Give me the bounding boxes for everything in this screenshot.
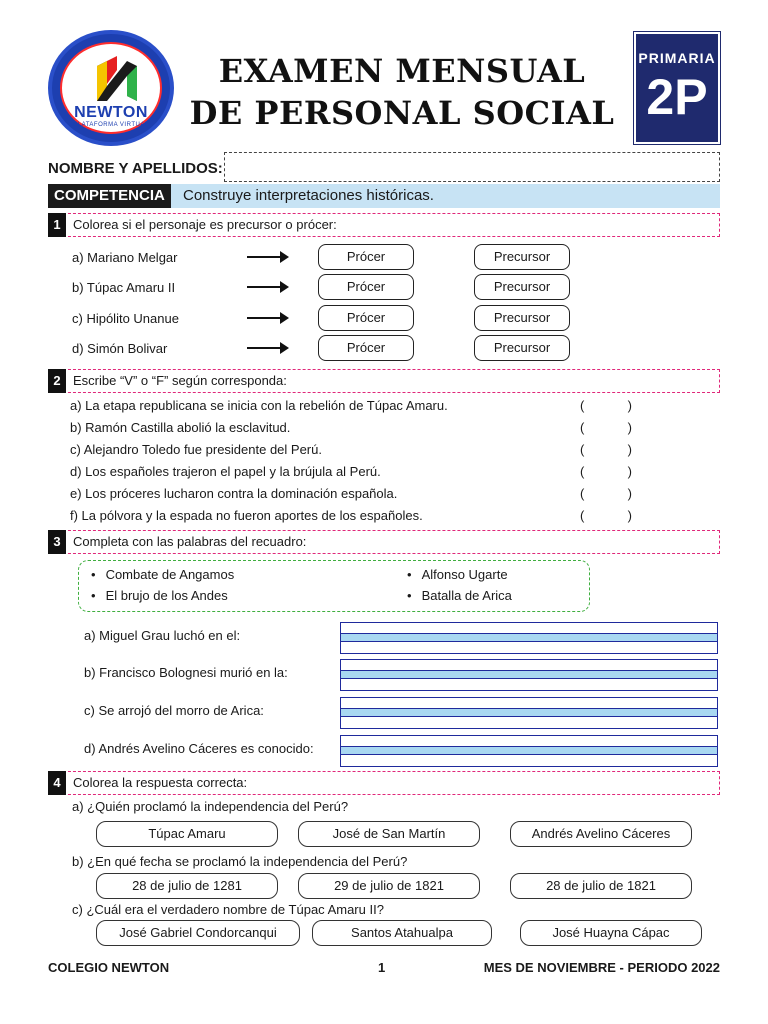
true-false-item — [70, 484, 650, 504]
word-bank — [78, 560, 590, 612]
paren-close: ) — [627, 420, 632, 435]
answer-option[interactable]: José Huayna Cápac — [520, 920, 702, 946]
question-number: 3 — [48, 530, 66, 554]
arrow-right-icon — [247, 286, 287, 288]
option-procer[interactable]: Prócer — [318, 335, 414, 361]
paren-close: ) — [627, 464, 632, 479]
multiple-choice-question: a) ¿Quién proclamó la independencia del Perú? — [72, 799, 349, 814]
question-prompt: Escribe “V” o “F” según corresponda: — [73, 373, 287, 388]
answer-option[interactable]: 28 de julio de 1821 — [510, 873, 692, 899]
answer-lines[interactable] — [340, 622, 718, 654]
arrow-right-icon — [247, 317, 287, 319]
name-label: NOMBRE Y APELLIDOS: — [48, 160, 223, 177]
paren-open: ( — [580, 442, 585, 457]
question-1-header — [48, 213, 720, 237]
option-procer[interactable]: Prócer — [318, 244, 414, 270]
statement-text: e) Los próceres lucharon contra la dominación española. — [70, 486, 398, 501]
statement-text: f) La pólvora y la espada no fueron aportes de los españoles. — [70, 508, 423, 523]
q1-row — [72, 244, 592, 270]
statement-text: b) Ramón Castilla abolió la esclavitud. — [70, 420, 291, 435]
footer-school: COLEGIO NEWTON — [48, 960, 170, 975]
paren-open: ( — [580, 486, 585, 501]
question-prompt: Completa con las palabras del recuadro: — [73, 534, 307, 549]
paren-open: ( — [580, 508, 585, 523]
word-bank-item: • Combate de Angamos — [91, 567, 234, 582]
answer-blank[interactable] — [580, 508, 632, 523]
answer-blank[interactable] — [580, 398, 632, 413]
answer-blank[interactable] — [580, 420, 632, 435]
paren-close: ) — [627, 442, 632, 457]
answer-lines[interactable] — [340, 735, 718, 767]
question-prompt: Colorea si el personaje es precursor o prócer: — [73, 217, 337, 232]
paren-close: ) — [627, 486, 632, 501]
question-4-header — [48, 771, 720, 795]
fill-in-prompt: d) Andrés Avelino Cáceres es conocido: — [84, 741, 314, 756]
badge-label: PRIMARIA — [638, 50, 716, 66]
multiple-choice-question: b) ¿En qué fecha se proclamó la independencia del Perú? — [72, 854, 408, 869]
option-procer[interactable]: Prócer — [318, 305, 414, 331]
name-field[interactable] — [224, 152, 720, 182]
paren-open: ( — [580, 398, 585, 413]
title-line-2: DE PERSONAL SOCIAL — [189, 94, 615, 132]
question-number: 2 — [48, 369, 66, 393]
q1-row — [72, 274, 592, 300]
true-false-item — [70, 506, 650, 526]
true-false-item — [70, 462, 650, 482]
answer-blank[interactable] — [580, 486, 632, 501]
newton-logo — [48, 30, 174, 146]
true-false-item — [70, 418, 650, 438]
logo-name: NEWTON — [74, 104, 148, 121]
q1-row — [72, 305, 592, 331]
q1-label: d) Simón Bolivar — [72, 341, 168, 356]
newton-n-icon — [92, 56, 142, 106]
footer-period: MES DE NOVIEMBRE - PERIODO 2022 — [483, 960, 720, 975]
competencia-bar — [48, 184, 720, 208]
option-procer[interactable]: Prócer — [318, 274, 414, 300]
question-number: 4 — [48, 771, 66, 795]
word-bank-item: • El brujo de los Andes — [91, 588, 228, 603]
option-precursor[interactable]: Precursor — [474, 305, 570, 331]
answer-option[interactable]: José de San Martín — [298, 821, 480, 847]
q1-label: a) Mariano Melgar — [72, 250, 178, 265]
word-bank-item: • Alfonso Ugarte — [407, 567, 508, 582]
true-false-item — [70, 440, 650, 460]
multiple-choice-question: c) ¿Cuál era el verdadero nombre de Túpac Amaru II? — [72, 902, 384, 917]
answer-option[interactable]: 29 de julio de 1821 — [298, 873, 480, 899]
fill-in-prompt: a) Miguel Grau luchó en el: — [84, 628, 241, 643]
paren-close: ) — [627, 398, 632, 413]
question-number: 1 — [48, 213, 66, 237]
paren-open: ( — [580, 420, 585, 435]
arrow-right-icon — [247, 347, 287, 349]
answer-option[interactable]: Andrés Avelino Cáceres — [510, 821, 692, 847]
question-3-header — [48, 530, 720, 554]
footer-page-number: 1 — [378, 960, 386, 975]
fill-in-prompt: c) Se arrojó del morro de Arica: — [84, 703, 264, 718]
arrow-right-icon — [247, 256, 287, 258]
paren-open: ( — [580, 464, 585, 479]
question-2-header — [48, 369, 720, 393]
answer-option[interactable]: Santos Atahualpa — [312, 920, 492, 946]
competencia-text: Construye interpretaciones históricas. — [183, 187, 434, 204]
answer-option[interactable]: 28 de julio de 1281 — [96, 873, 278, 899]
exam-title — [184, 50, 620, 134]
logo-subtitle: PLATAFORMA VIRTUAL — [73, 122, 149, 128]
answer-lines[interactable] — [340, 659, 718, 691]
q1-row — [72, 335, 592, 361]
statement-text: d) Los españoles trajeron el papel y la brújula al Perú. — [70, 464, 381, 479]
badge-grade: 2P — [646, 69, 708, 125]
true-false-item — [70, 396, 650, 416]
statement-text: a) La etapa republicana se inicia con la rebelión de Túpac Amaru. — [70, 398, 448, 413]
statement-text: c) Alejandro Toledo fue presidente del Perú. — [70, 442, 322, 457]
answer-blank[interactable] — [580, 442, 632, 457]
title-line-1: EXAMEN MENSUAL — [218, 52, 586, 90]
answer-option[interactable]: José Gabriel Condorcanqui — [96, 920, 300, 946]
option-precursor[interactable]: Precursor — [474, 335, 570, 361]
q1-label: b) Túpac Amaru II — [72, 280, 176, 295]
q1-label: c) Hipólito Unanue — [72, 311, 179, 326]
option-precursor[interactable]: Precursor — [474, 274, 570, 300]
option-precursor[interactable]: Precursor — [474, 244, 570, 270]
paren-close: ) — [627, 508, 632, 523]
answer-option[interactable]: Túpac Amaru — [96, 821, 278, 847]
question-prompt: Colorea la respuesta correcta: — [73, 775, 248, 790]
answer-lines[interactable] — [340, 697, 718, 729]
competencia-tag: COMPETENCIA — [48, 184, 171, 208]
word-bank-item: • Batalla de Arica — [407, 588, 512, 603]
fill-in-prompt: b) Francisco Bolognesi murió en la: — [84, 665, 288, 680]
answer-blank[interactable] — [580, 464, 632, 479]
level-badge — [634, 32, 720, 144]
